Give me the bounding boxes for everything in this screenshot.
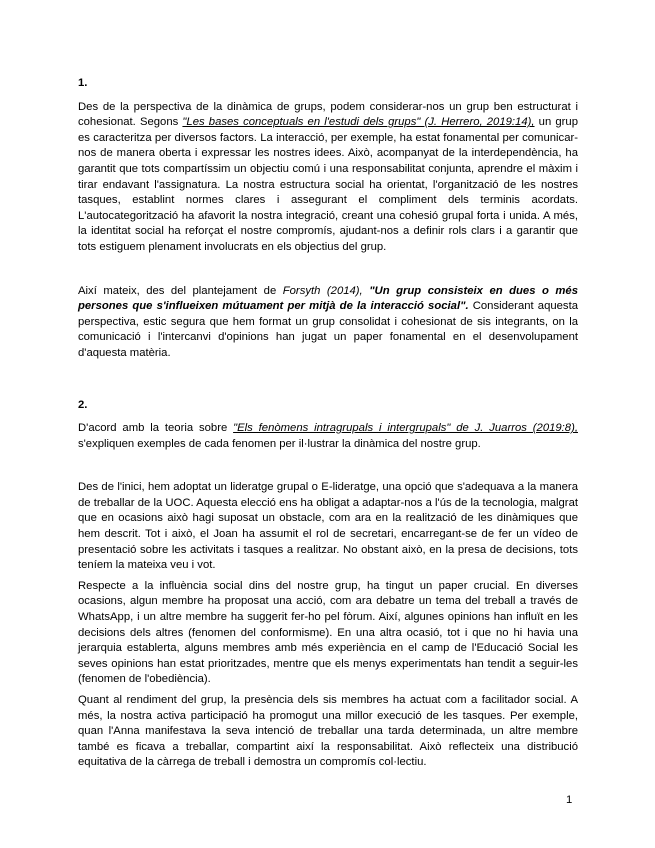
emphasis-run: cohesionat [78, 116, 133, 129]
text-run: hi havia una [508, 626, 578, 639]
text-run: . A més, la nostra [78, 694, 578, 722]
emphasis-run: tecnologia [482, 496, 535, 509]
section-1-paragraph-1 [78, 100, 578, 256]
section-1-paragraph-2 [78, 284, 578, 362]
emphasis-run: activa participació [156, 709, 248, 722]
emphasis-run: "Els fenòmens intragrupals i intergrupals" de J. Juarros (2019:8), [233, 422, 578, 435]
section-2-intro [78, 421, 578, 452]
emphasis-run: identitat social [91, 225, 164, 238]
text-run: ). [203, 673, 211, 686]
text-run: un grup es caracteritza per diversos factors. La [78, 116, 578, 144]
emphasis-run: distribució equitativa [78, 740, 578, 769]
emphasis-run: grup ben estructurat [466, 100, 571, 113]
text-run: Així mateix, des del plantejament de [78, 284, 283, 297]
emphasis-run: facilitador social [481, 694, 564, 706]
emphasis-run: Forsyth (2014), [282, 284, 363, 297]
emphasis-run: comunicació [78, 331, 141, 344]
text-run: ha afavorit la nostra integració, creant una cohesió grupal forta i unida. A més, la [78, 209, 578, 238]
emphasis-run: estructura social [279, 178, 365, 191]
section-1-number: 1. [78, 77, 88, 89]
text-run: , per exemple, ha estat fonamental per comunicar-nos de manera oberta i expressar les nostres idees. Això, acompanyat de la [78, 131, 578, 160]
emphasis-run: l'intercanvi d'opinions [157, 331, 269, 344]
emphasis-run: interacció [276, 131, 325, 144]
emphasis-run: interdependència [471, 147, 559, 160]
text-run: , malgrat que en ocasions això hagi suposat un obstacle, com ara en la realització de les dinàmiques que hem descrit. Tot i això, el Joan ha assumit el rol de secretari, encarregant-se de fer un vídeo de presentació sobre les activitats i tasques a realitzar. No obstant això, en la presa de decisions, tots teníem la [78, 496, 578, 572]
emphasis-run: mateixa veu i vot [127, 559, 213, 572]
text-run: Des de l'inici, hem adoptat un [78, 481, 231, 494]
text-run: Des de la perspectiva de la dinàmica de grups, podem considerar-nos un [78, 100, 467, 113]
text-run: Quant al rendiment del grup, la presència dels sis membres ha actuat com a [78, 694, 482, 706]
emphasis-run: conformisme [260, 626, 326, 639]
text-run: ha promogut una millor execució de les tasques. Per exemple, quan l'Anna manifestava la seva intenció de treballar una tarda determinada, un altre membre també es ficava a treballar, compartint així la responsabilitat. Això reflecteix una [78, 709, 578, 753]
text-run: Considerant aquesta perspectiva, estic segura que hem format un grup consolidat i cohesionat de sis integrants, on la [78, 300, 578, 328]
emphasis-run: compromís col·lectiu [319, 756, 424, 769]
text-run: , ha garantit que tots compartíssim un objectiu comú i una responsabilitat conjunta, aprendre el màxim i tirar endavant l'assignatura. La nostra [78, 147, 579, 191]
text-run: Respecte a la [78, 579, 160, 592]
text-run: . [423, 756, 427, 769]
text-run: i [140, 331, 158, 344]
emphasis-run: L'autocategorització [78, 209, 179, 222]
text-run: establerta, alguns membres amb més experiència en el camp de l'Educació Social les seves opinions han estat prioritzades, mentre que els menys experimentats han tendit a seguir-les (fenomen de [78, 642, 578, 686]
emphasis-run: jerarquia [78, 642, 122, 655]
emphasis-run: "Un grup consisteix en dues o més persones que s'influeixen mútuament per mitjà de la interacció social". [78, 284, 578, 313]
emphasis-run: lideratge grupal [230, 481, 309, 494]
text-run: ha reforçat el nostre compromís, ajudant-nos a definir rols clars i a garantir que tots estiguem plenament involucrats en els objectius del grup. [78, 225, 579, 253]
text-run: o E-lideratge, una opció que s'adequava a la manera de treballar de la UOC. Aquesta elecció ens ha obligat a adaptar-nos a l'ús de la [78, 481, 578, 509]
section-2-paragraph-1 [78, 480, 578, 574]
emphasis-run: "Les bases conceptuals en l'estudi dels grups" (J. Herrero, 2019:14), [182, 116, 535, 129]
text-run: i [570, 100, 578, 113]
text-run: D'acord amb la teoria sobre [78, 422, 234, 435]
text-run: . [212, 559, 216, 572]
emphasis-run: no [496, 626, 509, 639]
page-number: 1 [566, 794, 573, 806]
text-run: ). En una altra ocasió, tot i que [325, 626, 497, 639]
section-2-number: 2. [78, 398, 88, 411]
emphasis-run: influència social [159, 579, 243, 592]
document-body [78, 68, 578, 771]
emphasis-run: l'obediència [144, 673, 204, 686]
section-2-paragraph-3 [78, 693, 578, 771]
section-2-paragraph-2 [78, 579, 578, 688]
text-run: han jugat un paper fonamental en el desenvolupament d'aquesta matèria. [78, 331, 578, 359]
text-run: ha orientat, l'organització de les nostres tasques, establint normes clares i assegurant el compliment dels terminis acordats. [78, 178, 578, 207]
text-run: de la càrrega de treball i demostra un [126, 756, 320, 769]
text-run: dins del nostre grup, ha tingut un paper crucial. En diverses ocasions, algun membre ha proposat una acció, com ara debatre un tema del treball a través de WhatsApp, i un altre membre ha suggerit fer-ho pel fòrum. Així, algunes opinions han influït en les decisions dels altres (fenomen del [78, 579, 579, 639]
text-run: s'expliquen exemples de cada fenomen per il·lustrar la dinàmica del nostre grup. [78, 437, 481, 450]
text-run: . Segons [132, 116, 183, 129]
